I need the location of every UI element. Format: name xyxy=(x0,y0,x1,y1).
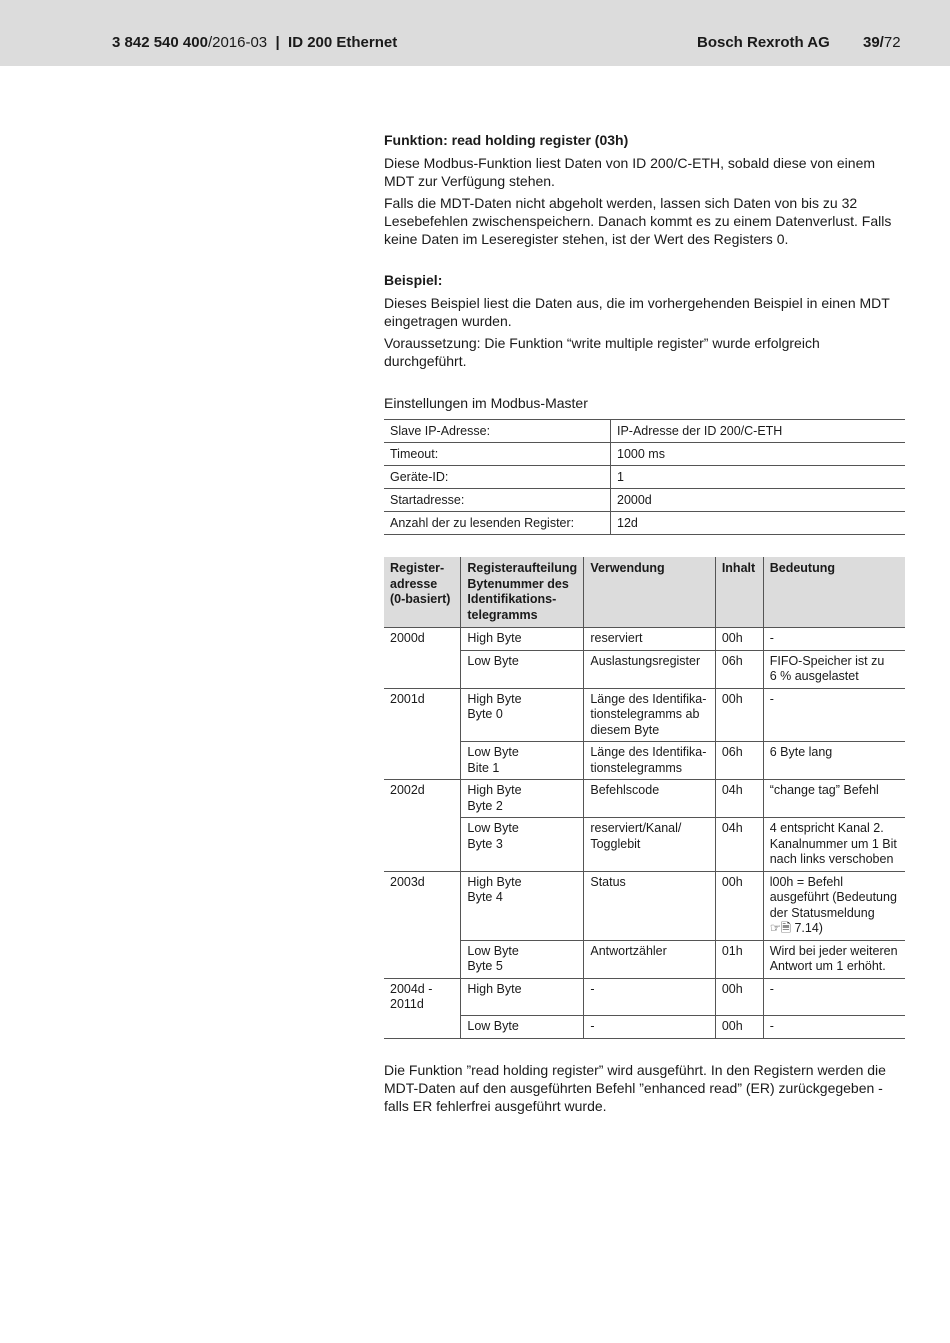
register-meaning-line: - xyxy=(769,631,774,645)
settings-row xyxy=(384,420,905,443)
header-date: /2016-03 xyxy=(207,34,268,51)
register-split xyxy=(461,978,584,1016)
register-usage-line: Länge des Identifika- xyxy=(590,745,707,759)
register-split xyxy=(461,940,584,978)
table-row xyxy=(384,1016,905,1039)
register-meaning-line: Antwort um 1 erhöht. xyxy=(769,959,886,973)
column-header xyxy=(584,557,715,628)
page-current: 39/ xyxy=(863,34,884,51)
section-heading: Funktion: read holding register (03h) xyxy=(384,132,629,148)
register-content xyxy=(715,940,763,978)
closing-paragraph: Die Funktion ”read holding register” wird ausgeführt. In den Registern werden die MDT-Daten auf den ausgeführten Befehl ”enhanced read” (ER) zurückgegeben - falls ER fehlerfrei ausgeführt wurde. xyxy=(384,1061,886,1114)
register-split-line: High Byte xyxy=(467,783,522,797)
column-header xyxy=(763,557,905,628)
register-split xyxy=(461,650,584,688)
settings-row xyxy=(384,466,905,489)
register-address xyxy=(384,628,461,651)
register-split xyxy=(461,688,584,742)
register-split-line: Byte 2 xyxy=(467,798,503,813)
register-address xyxy=(384,742,461,780)
register-meaning-line: Kanalnummer um 1 Bit xyxy=(769,836,897,851)
register-meaning-line: der Statusmeldung xyxy=(769,905,875,920)
register-content-line: 00h xyxy=(721,874,743,889)
register-split-line: Low Byte xyxy=(467,821,519,835)
register-meaning-line: 6 Byte lang xyxy=(769,745,833,759)
register-meaning-line: ausgeführt (Bedeutung xyxy=(769,890,897,904)
register-usage xyxy=(584,978,715,1016)
settings-key: Geräte-ID: xyxy=(384,466,611,489)
register-content xyxy=(715,818,763,872)
register-split-line: High Byte xyxy=(467,981,522,996)
register-split-line: Low Byte xyxy=(467,745,519,759)
settings-row xyxy=(384,489,905,512)
register-content-line: 06h xyxy=(721,653,743,668)
register-address xyxy=(384,780,461,818)
table-row xyxy=(384,628,905,651)
column-header-line: Registeraufteilung xyxy=(467,561,578,575)
example-paragraph-2: Voraussetzung: Die Funktion “write multiple register” wurde erfolgreich durchgeführt. xyxy=(384,335,820,369)
register-content xyxy=(715,650,763,688)
table-row xyxy=(384,650,905,688)
settings-table xyxy=(384,419,905,535)
register-meaning xyxy=(763,818,905,872)
register-address-line: 2001d xyxy=(390,691,425,706)
register-split-line: High Byte xyxy=(467,691,522,706)
register-meaning-line: Wird bei jeder weiteren xyxy=(769,943,898,958)
register-split xyxy=(461,742,584,780)
register-usage-line: Antwortzähler xyxy=(590,943,667,958)
register-meaning xyxy=(763,650,905,688)
register-meaning-line: - xyxy=(769,691,774,706)
main-content xyxy=(384,131,906,1115)
column-header-line: Bedeutung xyxy=(769,561,835,575)
register-content-line: 01h xyxy=(721,943,743,958)
header-separator: | xyxy=(267,34,289,51)
table-row xyxy=(384,871,905,940)
register-usage-line: diesem Byte xyxy=(590,722,660,737)
register-meaning xyxy=(763,780,905,818)
intro-paragraph-1: Diese Modbus-Funktion liest Daten von ID 200/C-ETH, sobald diese von einem MDT zur Verfügung stehen. xyxy=(384,155,876,189)
register-usage xyxy=(584,940,715,978)
settings-key: Startadresse: xyxy=(384,489,611,512)
register-usage-line: Status xyxy=(590,874,626,889)
register-content-line: 04h xyxy=(721,821,743,835)
register-split-line: Byte 5 xyxy=(467,959,503,973)
register-split-line: Byte 4 xyxy=(467,890,503,904)
settings-value: 2000d xyxy=(611,489,906,512)
column-header-line: adresse xyxy=(390,576,438,591)
register-address-line: 2002d xyxy=(390,783,425,797)
example-heading: Beispiel: xyxy=(384,272,443,288)
register-usage-line: Togglebit xyxy=(590,836,641,851)
register-meaning-line: l00h = Befehl xyxy=(769,874,844,889)
column-header-line: (0-basiert) xyxy=(390,592,451,606)
register-usage xyxy=(584,1016,715,1039)
register-split-line: High Byte xyxy=(467,874,522,889)
register-address-line: 2003d xyxy=(390,874,425,889)
register-content xyxy=(715,628,763,651)
register-meaning xyxy=(763,940,905,978)
register-content-line: 00h xyxy=(721,1019,743,1033)
column-header xyxy=(715,557,763,628)
settings-row xyxy=(384,443,905,466)
table-row xyxy=(384,742,905,780)
register-usage xyxy=(584,818,715,872)
register-meaning-line: 6 % ausgelastet xyxy=(769,669,859,683)
register-address-line: 2004d - xyxy=(390,981,433,996)
register-meaning xyxy=(763,628,905,651)
register-meaning-line: - xyxy=(769,981,774,996)
register-address xyxy=(384,650,461,688)
register-split-line: Low Byte xyxy=(467,943,519,958)
header-company: Bosch Rexroth AG xyxy=(697,34,830,51)
register-content-line: 06h xyxy=(721,745,743,759)
register-address xyxy=(384,978,461,1016)
register-split xyxy=(461,1016,584,1039)
settings-key: Timeout: xyxy=(384,443,611,466)
register-usage-line: tionstelegramms xyxy=(590,760,683,775)
register-address-line: 2000d xyxy=(390,631,425,645)
column-header-line: Inhalt xyxy=(721,561,756,575)
table-row xyxy=(384,978,905,1016)
register-split xyxy=(461,818,584,872)
table-row xyxy=(384,940,905,978)
settings-caption: Einstellungen im Modbus-Master xyxy=(384,395,588,411)
register-content xyxy=(715,978,763,1016)
column-header-line: telegramms xyxy=(467,607,538,622)
register-content-line: 00h xyxy=(721,631,743,645)
register-split-line: Byte 3 xyxy=(467,836,503,851)
register-meaning xyxy=(763,1016,905,1039)
register-split xyxy=(461,780,584,818)
register-usage-line: - xyxy=(590,981,595,996)
register-content xyxy=(715,871,763,940)
register-meaning-line: ☞🗎 7.14) xyxy=(769,921,823,935)
register-address xyxy=(384,688,461,742)
column-header-line: Identifikations- xyxy=(467,592,557,606)
register-content xyxy=(715,1016,763,1039)
register-address-line: 2011d xyxy=(390,997,424,1011)
header-title: ID 200 Ethernet xyxy=(288,34,398,51)
register-split-line: High Byte xyxy=(467,631,522,645)
register-meaning-line: “change tag” Befehl xyxy=(769,783,879,797)
register-content xyxy=(715,688,763,742)
table-row xyxy=(384,780,905,818)
register-table xyxy=(384,557,905,1039)
register-usage xyxy=(584,628,715,651)
register-meaning-line: 4 entspricht Kanal 2. xyxy=(769,821,884,835)
settings-value: 12d xyxy=(611,512,906,535)
settings-value: 1 xyxy=(611,466,906,489)
register-usage xyxy=(584,742,715,780)
register-content-line: 00h xyxy=(721,691,743,706)
register-usage-line: Auslastungsregister xyxy=(590,653,701,668)
register-usage-line: reserviert/Kanal/ xyxy=(590,821,682,835)
register-usage xyxy=(584,871,715,940)
column-header xyxy=(461,557,584,628)
settings-key: Slave IP-Adresse: xyxy=(384,420,611,443)
register-content xyxy=(715,780,763,818)
page-number xyxy=(863,34,901,51)
register-usage-line: reserviert xyxy=(590,631,643,645)
register-split-line: Byte 0 xyxy=(467,707,503,721)
register-meaning xyxy=(763,871,905,940)
example-paragraph-1: Dieses Beispiel liest die Daten aus, die im vorhergehenden Beispiel in einen MDT eingetragen wurden. xyxy=(384,295,890,329)
register-split-line: Low Byte xyxy=(467,653,519,668)
register-usage xyxy=(584,780,715,818)
register-address xyxy=(384,1016,461,1039)
register-meaning-line: - xyxy=(769,1019,774,1033)
register-usage xyxy=(584,688,715,742)
register-split xyxy=(461,871,584,940)
register-meaning-line: nach links verschoben xyxy=(769,852,894,866)
settings-value: IP-Adresse der ID 200/C-ETH xyxy=(611,420,906,443)
register-usage-line: Befehlscode xyxy=(590,783,660,797)
column-header-line: Verwendung xyxy=(590,561,665,575)
register-meaning xyxy=(763,742,905,780)
register-meaning-line: FIFO-Speicher ist zu xyxy=(769,653,885,668)
register-content xyxy=(715,742,763,780)
register-split-line: Low Byte xyxy=(467,1019,519,1033)
settings-row xyxy=(384,512,905,535)
register-meaning xyxy=(763,978,905,1016)
column-header-line: Bytenummer des xyxy=(467,576,569,591)
header-document-id xyxy=(112,34,397,51)
register-address xyxy=(384,871,461,940)
column-header xyxy=(384,557,461,628)
register-split xyxy=(461,628,584,651)
register-usage-line: - xyxy=(590,1019,595,1033)
register-meaning xyxy=(763,688,905,742)
register-usage-line: Länge des Identifika- xyxy=(590,691,707,706)
register-split-line: Bite 1 xyxy=(467,760,500,775)
register-content-line: 04h xyxy=(721,783,743,797)
register-usage-line: tionstelegramms ab xyxy=(590,707,700,721)
register-usage xyxy=(584,650,715,688)
register-content-line: 00h xyxy=(721,981,743,996)
column-header-line: Register- xyxy=(390,561,445,575)
header-docnum: 3 842 540 400 xyxy=(112,34,208,51)
table-row xyxy=(384,818,905,872)
register-address xyxy=(384,818,461,872)
intro-paragraph-2: Falls die MDT-Daten nicht abgeholt werden, lassen sich Daten von bis zu 32 Lesebefehlen zwischenspeichern. Danach kommt es zu einem Datenverlust. Falls keine Daten im Leseregister stehen, ist der Wert des Registers 0. xyxy=(384,195,892,247)
page-header xyxy=(0,0,950,66)
table-row xyxy=(384,688,905,742)
settings-key: Anzahl der zu lesenden Register: xyxy=(384,512,611,535)
settings-value: 1000 ms xyxy=(611,443,906,466)
register-address xyxy=(384,940,461,978)
page-total: 72 xyxy=(883,34,901,51)
